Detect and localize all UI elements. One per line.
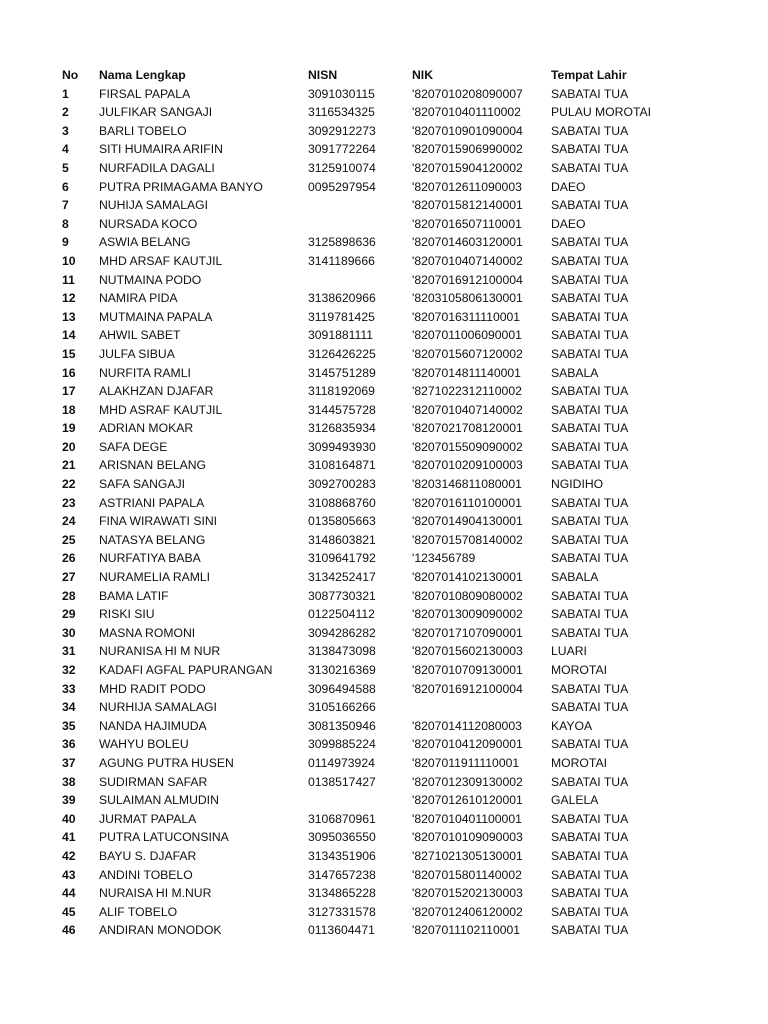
cell-nik: '8271022312110002 — [412, 384, 522, 399]
header-no: No — [62, 68, 79, 82]
table-row — [62, 791, 682, 810]
cell-tempat-lahir: SABALA — [551, 365, 599, 380]
table-row — [62, 345, 682, 364]
table-row — [62, 140, 682, 159]
cell-no: 37 — [62, 755, 76, 770]
cell-nisn: 3108164871 — [308, 458, 376, 473]
cell-no: 23 — [62, 495, 76, 510]
table-row — [62, 494, 682, 513]
cell-no: 43 — [62, 867, 76, 882]
table-row — [62, 642, 682, 661]
table-row — [62, 252, 682, 271]
table-row — [62, 159, 682, 178]
cell-nisn: 3130216369 — [308, 663, 376, 677]
cell-no: 4 — [62, 142, 69, 157]
cell-nik: '8207014112080003 — [412, 718, 522, 733]
cell-nama-lengkap: ASTRIANI PAPALA — [99, 495, 205, 510]
cell-tempat-lahir: SABATAI TUA — [551, 607, 629, 622]
cell-no: 44 — [62, 886, 76, 901]
cell-tempat-lahir: DAEO — [551, 216, 586, 231]
table-row — [62, 512, 682, 531]
cell-nama-lengkap: BARLI TOBELO — [99, 123, 187, 138]
cell-nisn: 3118192069 — [308, 384, 375, 399]
table-row — [62, 810, 682, 829]
table-row — [62, 661, 682, 680]
cell-nisn: 3081350946 — [308, 718, 376, 733]
cell-nik: '8207010208090007 — [412, 86, 523, 101]
cell-no: 18 — [62, 402, 76, 417]
cell-nama-lengkap: MHD RADIT PODO — [99, 681, 206, 696]
cell-tempat-lahir: SABATAI TUA — [551, 867, 629, 882]
table-row — [62, 475, 682, 494]
cell-nik: '8207015801140002 — [412, 867, 522, 882]
cell-no: 1 — [62, 86, 69, 101]
cell-nisn: 3141189666 — [308, 253, 375, 268]
cell-nisn: 3087730321 — [308, 588, 376, 603]
header-nama-lengkap: Nama Lengkap — [99, 68, 186, 82]
cell-nama-lengkap: SAFA SANGAJI — [99, 477, 186, 492]
cell-nik: '8207016110100001 — [412, 495, 522, 510]
cell-nama-lengkap: AGUNG PUTRA HUSEN — [99, 755, 234, 770]
cell-nama-lengkap: NURFITA RAMLI — [99, 365, 191, 380]
cell-no: 16 — [62, 365, 76, 380]
cell-nisn — [308, 271, 412, 290]
cell-nik: '8207014603120001 — [412, 235, 523, 250]
cell-nik: '8207010109090003 — [412, 830, 523, 845]
cell-tempat-lahir: SABATAI TUA — [551, 384, 629, 399]
table-row — [62, 456, 682, 475]
table-row — [62, 215, 682, 234]
cell-nama-lengkap: PUTRA LATUCONSINA — [99, 830, 229, 845]
cell-tempat-lahir: SABATAI TUA — [551, 886, 629, 901]
cell-nisn: 0122504112 — [308, 607, 375, 622]
cell-nisn: 3147657238 — [308, 867, 376, 882]
cell-nisn: 3096494588 — [308, 681, 376, 696]
cell-nama-lengkap: NUTMAINA PODO — [99, 272, 202, 287]
cell-nama-lengkap: PUTRA PRIMAGAMA BANYO — [99, 179, 263, 194]
cell-nama-lengkap: RISKI SIU — [99, 607, 155, 622]
student-table — [62, 66, 682, 940]
table-row — [62, 680, 682, 699]
cell-no: 19 — [62, 421, 76, 436]
table-row — [62, 773, 682, 792]
cell-tempat-lahir: DAEO — [551, 179, 586, 194]
cell-no: 7 — [62, 198, 69, 213]
cell-tempat-lahir: SABATAI TUA — [551, 253, 629, 268]
cell-tempat-lahir: SABATAI TUA — [551, 681, 629, 696]
cell-no: 33 — [62, 681, 76, 696]
cell-nisn: 3145751289 — [308, 365, 376, 380]
cell-nama-lengkap: ADRIAN MOKAR — [99, 421, 194, 436]
table-row — [62, 419, 682, 438]
cell-tempat-lahir: NGIDIHO — [551, 477, 604, 492]
cell-tempat-lahir: SABATAI TUA — [551, 439, 629, 454]
cell-nik: '8207015812140001 — [412, 198, 523, 213]
cell-nik: '8207012406120002 — [412, 904, 523, 919]
cell-nisn: 3126835934 — [308, 421, 376, 436]
cell-nik: '8203105806130001 — [412, 291, 523, 306]
cell-nik: '8207015509090002 — [412, 439, 523, 454]
cell-nisn: 3116534325 — [308, 105, 375, 120]
cell-nama-lengkap: MUTMAINA PAPALA — [99, 309, 213, 324]
cell-nisn: 0095297954 — [308, 179, 376, 194]
cell-tempat-lahir: SABATAI TUA — [551, 160, 629, 175]
cell-nik: '8207010709130001 — [412, 663, 523, 677]
cell-no: 42 — [62, 848, 76, 863]
table-header-row — [62, 66, 682, 85]
table-row — [62, 717, 682, 736]
cell-nisn: 3126426225 — [308, 346, 376, 361]
cell-nama-lengkap: JULFIKAR SANGAJI — [99, 105, 213, 120]
cell-nama-lengkap: ANDINI TOBELO — [99, 867, 193, 882]
table-row — [62, 866, 682, 885]
table-row — [62, 382, 682, 401]
table-row — [62, 438, 682, 457]
cell-tempat-lahir: SABATAI TUA — [551, 495, 629, 510]
table-row — [62, 624, 682, 643]
cell-nama-lengkap: JURMAT PAPALA — [99, 811, 197, 826]
cell-no: 8 — [62, 216, 69, 231]
cell-nik — [412, 698, 551, 717]
cell-nik: '8207015906990002 — [412, 142, 523, 157]
cell-nama-lengkap: FINA WIRAWATI SINI — [99, 514, 218, 529]
cell-no: 5 — [62, 160, 69, 175]
cell-nik: '8207010401100001 — [412, 811, 522, 826]
cell-nisn: 0114973924 — [308, 755, 375, 770]
cell-tempat-lahir: SABATAI TUA — [551, 532, 629, 547]
cell-tempat-lahir: SABATAI TUA — [551, 700, 629, 715]
cell-nama-lengkap: AHWIL SABET — [99, 328, 181, 343]
cell-nik: '8207016507110001 — [412, 216, 522, 231]
cell-no: 17 — [62, 384, 76, 399]
cell-nama-lengkap: ARISNAN BELANG — [99, 458, 207, 473]
cell-nisn: 3109641792 — [308, 551, 376, 566]
cell-tempat-lahir: SABATAI TUA — [551, 235, 629, 250]
cell-nama-lengkap: SUDIRMAN SAFAR — [99, 774, 208, 789]
cell-nisn: 3119781425 — [308, 309, 375, 324]
cell-nik: '8207012309130002 — [412, 774, 523, 789]
table-row — [62, 903, 682, 922]
cell-tempat-lahir: SABATAI TUA — [551, 774, 629, 789]
cell-nama-lengkap: NURHIJA SAMALAGI — [99, 700, 217, 715]
cell-tempat-lahir: SABATAI TUA — [551, 737, 629, 752]
cell-nisn: 3092700283 — [308, 477, 376, 492]
cell-nik: '8207015708140002 — [412, 532, 523, 547]
table-row — [62, 308, 682, 327]
cell-no: 30 — [62, 625, 76, 640]
table-row — [62, 364, 682, 383]
cell-tempat-lahir: SABATAI TUA — [551, 811, 629, 826]
cell-nama-lengkap: MHD ASRAF KAUTJIL — [99, 402, 223, 417]
cell-tempat-lahir: SABATAI TUA — [551, 309, 629, 324]
cell-nik: '8207012611090003 — [412, 179, 522, 194]
cell-nisn: 0113604471 — [308, 923, 375, 938]
cell-nisn: 3148603821 — [308, 532, 376, 547]
table-row — [62, 698, 682, 717]
cell-nik: '8207021708120001 — [412, 421, 523, 436]
cell-nisn: 3105166266 — [308, 700, 376, 715]
table-row — [62, 233, 682, 252]
cell-no: 11 — [62, 272, 75, 287]
cell-nik: '8207011911110001 — [412, 755, 520, 770]
cell-nisn: 3134351906 — [308, 848, 376, 863]
header-tempat-lahir: Tempat Lahir — [551, 68, 627, 82]
cell-nik: '8203146811080001 — [412, 477, 522, 492]
cell-nisn: 3134252417 — [308, 570, 376, 585]
cell-tempat-lahir: LUARI — [551, 644, 587, 659]
cell-tempat-lahir: SABALA — [551, 570, 599, 585]
table-row — [62, 401, 682, 420]
table-row — [62, 196, 682, 215]
cell-tempat-lahir: SABATAI TUA — [551, 458, 629, 473]
cell-nisn: 3138620966 — [308, 291, 376, 306]
cell-nisn: 3092912273 — [308, 123, 376, 138]
cell-no: 40 — [62, 811, 76, 826]
cell-nisn: 3125898636 — [308, 235, 376, 250]
cell-nama-lengkap: NATASYA BELANG — [99, 532, 206, 547]
table-row — [62, 735, 682, 754]
cell-no: 15 — [62, 346, 76, 361]
cell-nisn — [308, 791, 412, 810]
cell-nisn: 3099885224 — [308, 737, 376, 752]
cell-nama-lengkap: NURFADILA DAGALI — [99, 160, 215, 175]
cell-nisn: 3099493930 — [308, 439, 376, 454]
table-row — [62, 103, 682, 122]
cell-nama-lengkap: WAHYU BOLEU — [99, 737, 189, 752]
cell-nisn: 3091772264 — [308, 142, 376, 157]
cell-no: 3 — [62, 123, 69, 138]
table-body — [62, 85, 682, 940]
cell-no: 26 — [62, 551, 76, 566]
cell-nama-lengkap: NURAMELIA RAMLI — [99, 570, 211, 585]
cell-nik: '8207011102110001 — [412, 923, 521, 938]
table-row — [62, 847, 682, 866]
cell-tempat-lahir: SABATAI TUA — [551, 402, 629, 417]
cell-no: 13 — [62, 309, 76, 324]
table-row — [62, 568, 682, 587]
cell-nama-lengkap: JULFA SIBUA — [99, 346, 175, 361]
cell-nama-lengkap: BAYU S. DJAFAR — [99, 848, 197, 863]
cell-no: 12 — [62, 291, 76, 306]
cell-no: 35 — [62, 718, 76, 733]
cell-no: 2 — [62, 105, 69, 120]
cell-nisn: 0135805663 — [308, 514, 376, 529]
cell-tempat-lahir: SABATAI TUA — [551, 346, 629, 361]
cell-nik: '8207012610120001 — [412, 793, 523, 808]
cell-nik: '8207010901090004 — [412, 123, 523, 138]
cell-tempat-lahir: SABATAI TUA — [551, 86, 629, 101]
table-row — [62, 271, 682, 290]
table-row — [62, 178, 682, 197]
cell-no: 27 — [62, 570, 76, 585]
cell-nisn: 3091881111 — [308, 328, 374, 343]
cell-nisn: 3138473098 — [308, 644, 376, 659]
cell-nisn: 3127331578 — [308, 904, 376, 919]
cell-no: 29 — [62, 607, 76, 622]
cell-no: 9 — [62, 235, 69, 250]
table-row — [62, 587, 682, 606]
cell-nik: '8207015904120002 — [412, 160, 523, 175]
cell-tempat-lahir: SABATAI TUA — [551, 514, 629, 529]
cell-nisn — [308, 196, 412, 215]
cell-nik: '8271021305130001 — [412, 848, 523, 863]
table-row — [62, 549, 682, 568]
cell-nik: '8207010209100003 — [412, 458, 523, 473]
cell-nik: '8207010809080002 — [412, 588, 523, 603]
cell-no: 10 — [62, 253, 76, 268]
cell-nisn: 3094286282 — [308, 625, 376, 640]
cell-nama-lengkap: NUHIJA SAMALAGI — [99, 198, 209, 213]
cell-nisn: 3134865228 — [308, 886, 376, 901]
cell-nisn: 3144575728 — [308, 402, 376, 417]
cell-nama-lengkap: NANDA HAJIMUDA — [99, 718, 207, 733]
cell-tempat-lahir: SABATAI TUA — [551, 830, 629, 845]
cell-nisn: 3106870961 — [308, 811, 376, 826]
cell-nik: '8207011006090001 — [412, 328, 522, 343]
cell-no: 20 — [62, 439, 76, 454]
cell-nik: '8207015602130003 — [412, 644, 523, 659]
cell-no: 38 — [62, 774, 76, 789]
cell-no: 14 — [62, 328, 76, 343]
cell-nik: '8207016311110001 — [412, 309, 521, 324]
cell-nama-lengkap: ALAKHZAN DJAFAR — [99, 384, 214, 399]
cell-tempat-lahir: SABATAI TUA — [551, 142, 629, 157]
table-row — [62, 85, 682, 104]
cell-nama-lengkap: ASWIA BELANG — [99, 235, 191, 250]
cell-nama-lengkap: NAMIRA PIDA — [99, 291, 178, 306]
cell-tempat-lahir: MOROTAI — [551, 755, 607, 770]
cell-nama-lengkap: ANDIRAN MONODOK — [99, 923, 222, 938]
cell-nik: '8207017107090001 — [412, 625, 523, 640]
cell-nisn — [308, 215, 412, 234]
table-row — [62, 884, 682, 903]
cell-no: 6 — [62, 179, 69, 194]
cell-nisn: 3125910074 — [308, 160, 376, 175]
header-nisn: NISN — [308, 68, 338, 82]
cell-nama-lengkap: NURSADA KOCO — [99, 216, 198, 231]
cell-no: 21 — [62, 458, 76, 473]
cell-nik: '8207013009090002 — [412, 607, 523, 622]
cell-tempat-lahir: SABATAI TUA — [551, 291, 629, 306]
cell-no: 36 — [62, 737, 76, 752]
cell-tempat-lahir: SABATAI TUA — [551, 848, 629, 863]
cell-nik: '8207014904130001 — [412, 514, 523, 529]
cell-tempat-lahir: SABATAI TUA — [551, 198, 629, 213]
cell-tempat-lahir: SABATAI TUA — [551, 904, 629, 919]
cell-nik: '8207010401110002 — [412, 105, 521, 120]
cell-no: 31 — [62, 644, 76, 659]
cell-nama-lengkap: SAFA DEGE — [99, 439, 168, 454]
cell-nik: '8207016912100004 — [412, 272, 523, 287]
cell-nik: '8207010407140002 — [412, 253, 523, 268]
cell-no: 24 — [62, 514, 76, 529]
cell-nama-lengkap: MASNA ROMONI — [99, 625, 196, 640]
table-row — [62, 605, 682, 624]
header-nik: NIK — [412, 68, 433, 82]
cell-nik: '8207010407140002 — [412, 402, 523, 417]
cell-nik: '8207016912100004 — [412, 681, 523, 696]
table-row — [62, 828, 682, 847]
cell-nisn: 0138517427 — [308, 774, 376, 789]
cell-nik: '8207014102130001 — [412, 570, 523, 585]
cell-tempat-lahir: PULAU MOROTAI — [551, 105, 651, 120]
cell-nisn: 3091030115 — [308, 86, 375, 101]
cell-nama-lengkap: KADAFI AGFAL PAPURANGAN — [99, 663, 273, 677]
cell-nama-lengkap: SITI HUMAIRA ARIFIN — [99, 142, 223, 157]
cell-no: 32 — [62, 663, 76, 677]
cell-tempat-lahir: SABATAI TUA — [551, 421, 629, 436]
cell-nik: '8207010412090001 — [412, 737, 523, 752]
table-row — [62, 289, 682, 308]
cell-no: 25 — [62, 532, 76, 547]
cell-nama-lengkap: ALIF TOBELO — [99, 904, 178, 919]
cell-no: 46 — [62, 923, 76, 938]
table-row — [62, 122, 682, 141]
cell-tempat-lahir: SABATAI TUA — [551, 272, 629, 287]
table-row — [62, 326, 682, 345]
cell-nama-lengkap: BAMA LATIF — [99, 588, 169, 603]
cell-nisn: 3108868760 — [308, 495, 376, 510]
cell-tempat-lahir: MOROTAI — [551, 663, 607, 677]
cell-no: 41 — [62, 830, 76, 845]
cell-tempat-lahir: SABATAI TUA — [551, 123, 629, 138]
cell-nama-lengkap: FIRSAL PAPALA — [99, 86, 191, 101]
cell-tempat-lahir: SABATAI TUA — [551, 923, 629, 938]
cell-nama-lengkap: MHD ARSAF KAUTJIL — [99, 253, 223, 268]
cell-nama-lengkap: NURFATIYA BABA — [99, 551, 201, 566]
cell-nik: '8207015202130003 — [412, 886, 523, 901]
cell-no: 45 — [62, 904, 76, 919]
cell-tempat-lahir: KAYOA — [551, 718, 593, 733]
table-row — [62, 754, 682, 773]
cell-tempat-lahir: SABATAI TUA — [551, 625, 629, 640]
cell-nik: '8207014811140001 — [412, 365, 521, 380]
cell-nisn: 3095036550 — [308, 830, 376, 845]
cell-no: 28 — [62, 588, 76, 603]
cell-nik: '123456789 — [412, 551, 476, 566]
cell-tempat-lahir: GALELA — [551, 793, 599, 808]
cell-nama-lengkap: NURANISA HI M NUR — [99, 644, 221, 659]
cell-tempat-lahir: SABATAI TUA — [551, 551, 629, 566]
table-row — [62, 921, 682, 940]
cell-tempat-lahir: SABATAI TUA — [551, 328, 629, 343]
cell-nik: '8207015607120002 — [412, 346, 523, 361]
cell-tempat-lahir: SABATAI TUA — [551, 588, 629, 603]
cell-nama-lengkap: NURAISA HI M.NUR — [99, 886, 212, 901]
table-row — [62, 531, 682, 550]
cell-no: 34 — [62, 700, 76, 715]
cell-no: 22 — [62, 477, 76, 492]
cell-no: 39 — [62, 793, 76, 808]
cell-nama-lengkap: SULAIMAN ALMUDIN — [99, 793, 219, 808]
